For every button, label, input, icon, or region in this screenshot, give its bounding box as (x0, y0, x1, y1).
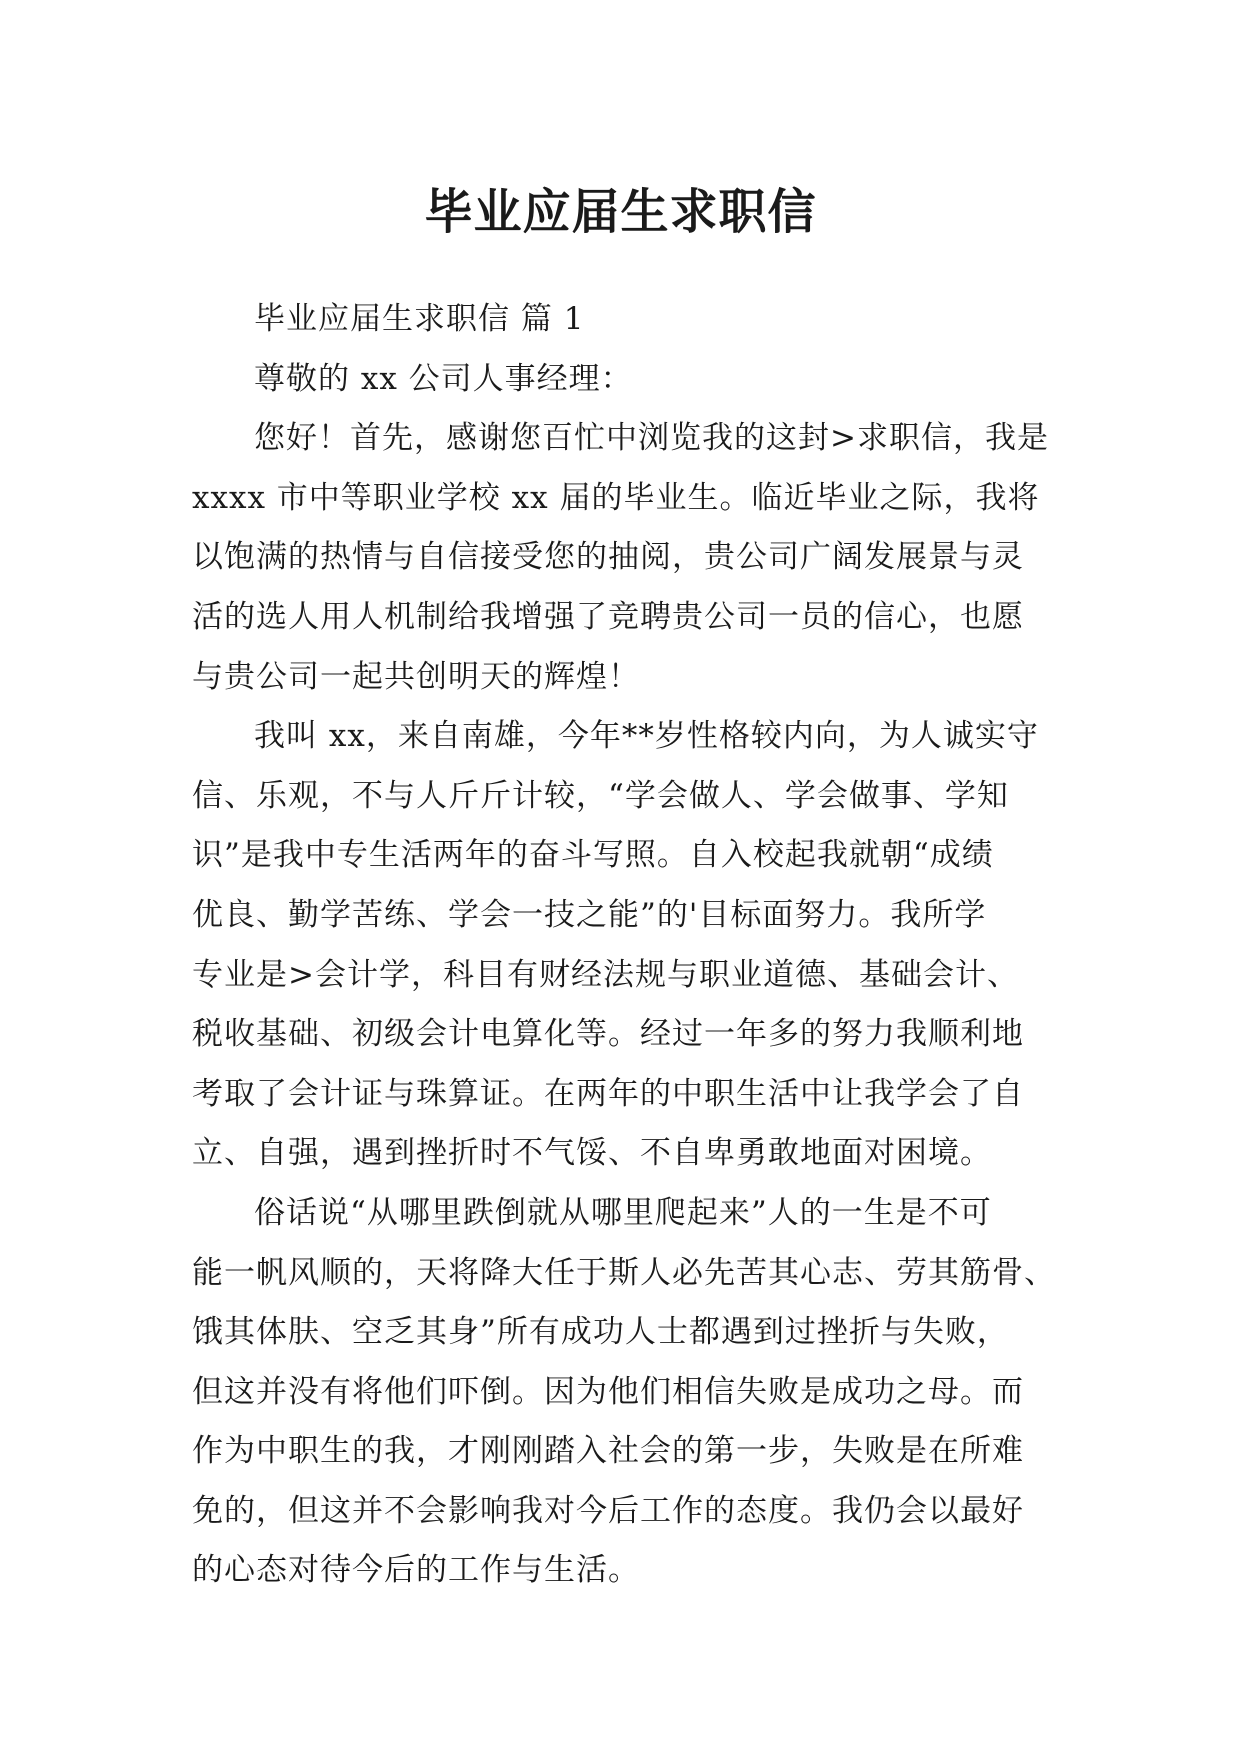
text-line: 能一帆风顺的，天将降大任于斯人必先苦其心志、劳其筋骨、 (192, 1254, 1056, 1291)
text-line: xxxx 市中等职业学校 xx 届的毕业生。临近毕业之际，我将 (192, 479, 1040, 516)
text-line: 活的选人用人机制给我增强了竞聘贵公司一员的信心，也愿 (192, 598, 1024, 635)
text-line: 专业是>会计学，科目有财经法规与职业道德、基础会计、 (192, 956, 1019, 993)
text-line: 考取了会计证与珠算证。在两年的中职生活中让我学会了自 (192, 1075, 1024, 1112)
text-line: 饿其体肤、空乏其身”所有成功人士都遇到过挫折与失败， (192, 1314, 1009, 1351)
text-line: 但这并没有将他们吓倒。因为他们相信失败是成功之母。而 (192, 1373, 1024, 1410)
salutation (192, 350, 1050, 410)
paragraph-attitude (192, 1184, 1056, 1601)
text-line: 毕业应届生求职信 篇 1 (254, 301, 585, 337)
section-heading (192, 290, 1050, 350)
text-line: 优良、勤学苦练、学会一技之能”的'目标面努力。我所学 (192, 896, 987, 933)
text-line: 俗话说“从哪里跌倒就从哪里爬起来”人的一生是不可 (254, 1194, 992, 1231)
paragraph-greeting (192, 409, 1050, 707)
text-line: 我叫 xx，来自南雄，今年**岁性格较内向，为人诚实守 (254, 718, 1039, 755)
document-title: 毕业应届生求职信 (424, 184, 817, 241)
text-line: 作为中职生的我，才刚刚踏入社会的第一步，失败是在所难 (192, 1433, 1024, 1470)
text-line: 您好！首先，感谢您百忙中浏览我的这封>求职信，我是 (254, 420, 1049, 457)
document-body (192, 290, 1056, 1601)
text-line: 的心态对待今后的工作与生活。 (192, 1552, 640, 1589)
text-line: 免的，但这并不会影响我对今后工作的态度。我仍会以最好 (192, 1492, 1024, 1529)
text-line: 以饱满的热情与自信接受您的抽阅，贵公司广阔发展景与灵 (192, 539, 1024, 576)
paragraph-self-introduction (192, 707, 1050, 1184)
text-line: 识”是我中专生活两年的奋斗写照。自入校起我就朝“成绩 (192, 837, 994, 874)
text-line: 尊敬的 xx 公司人事经理： (254, 360, 633, 397)
text-line: 立、自强，遇到挫折时不气馁、不自卑勇敢地面对困境。 (192, 1135, 992, 1172)
text-line: 与贵公司一起共创明天的辉煌！ (192, 658, 640, 695)
text-line: 税收基础、初级会计电算化等。经过一年多的努力我顺利地 (192, 1016, 1024, 1053)
text-line: 信、乐观，不与人斤斤计较，“学会做人、学会做事、学知 (192, 777, 1009, 814)
